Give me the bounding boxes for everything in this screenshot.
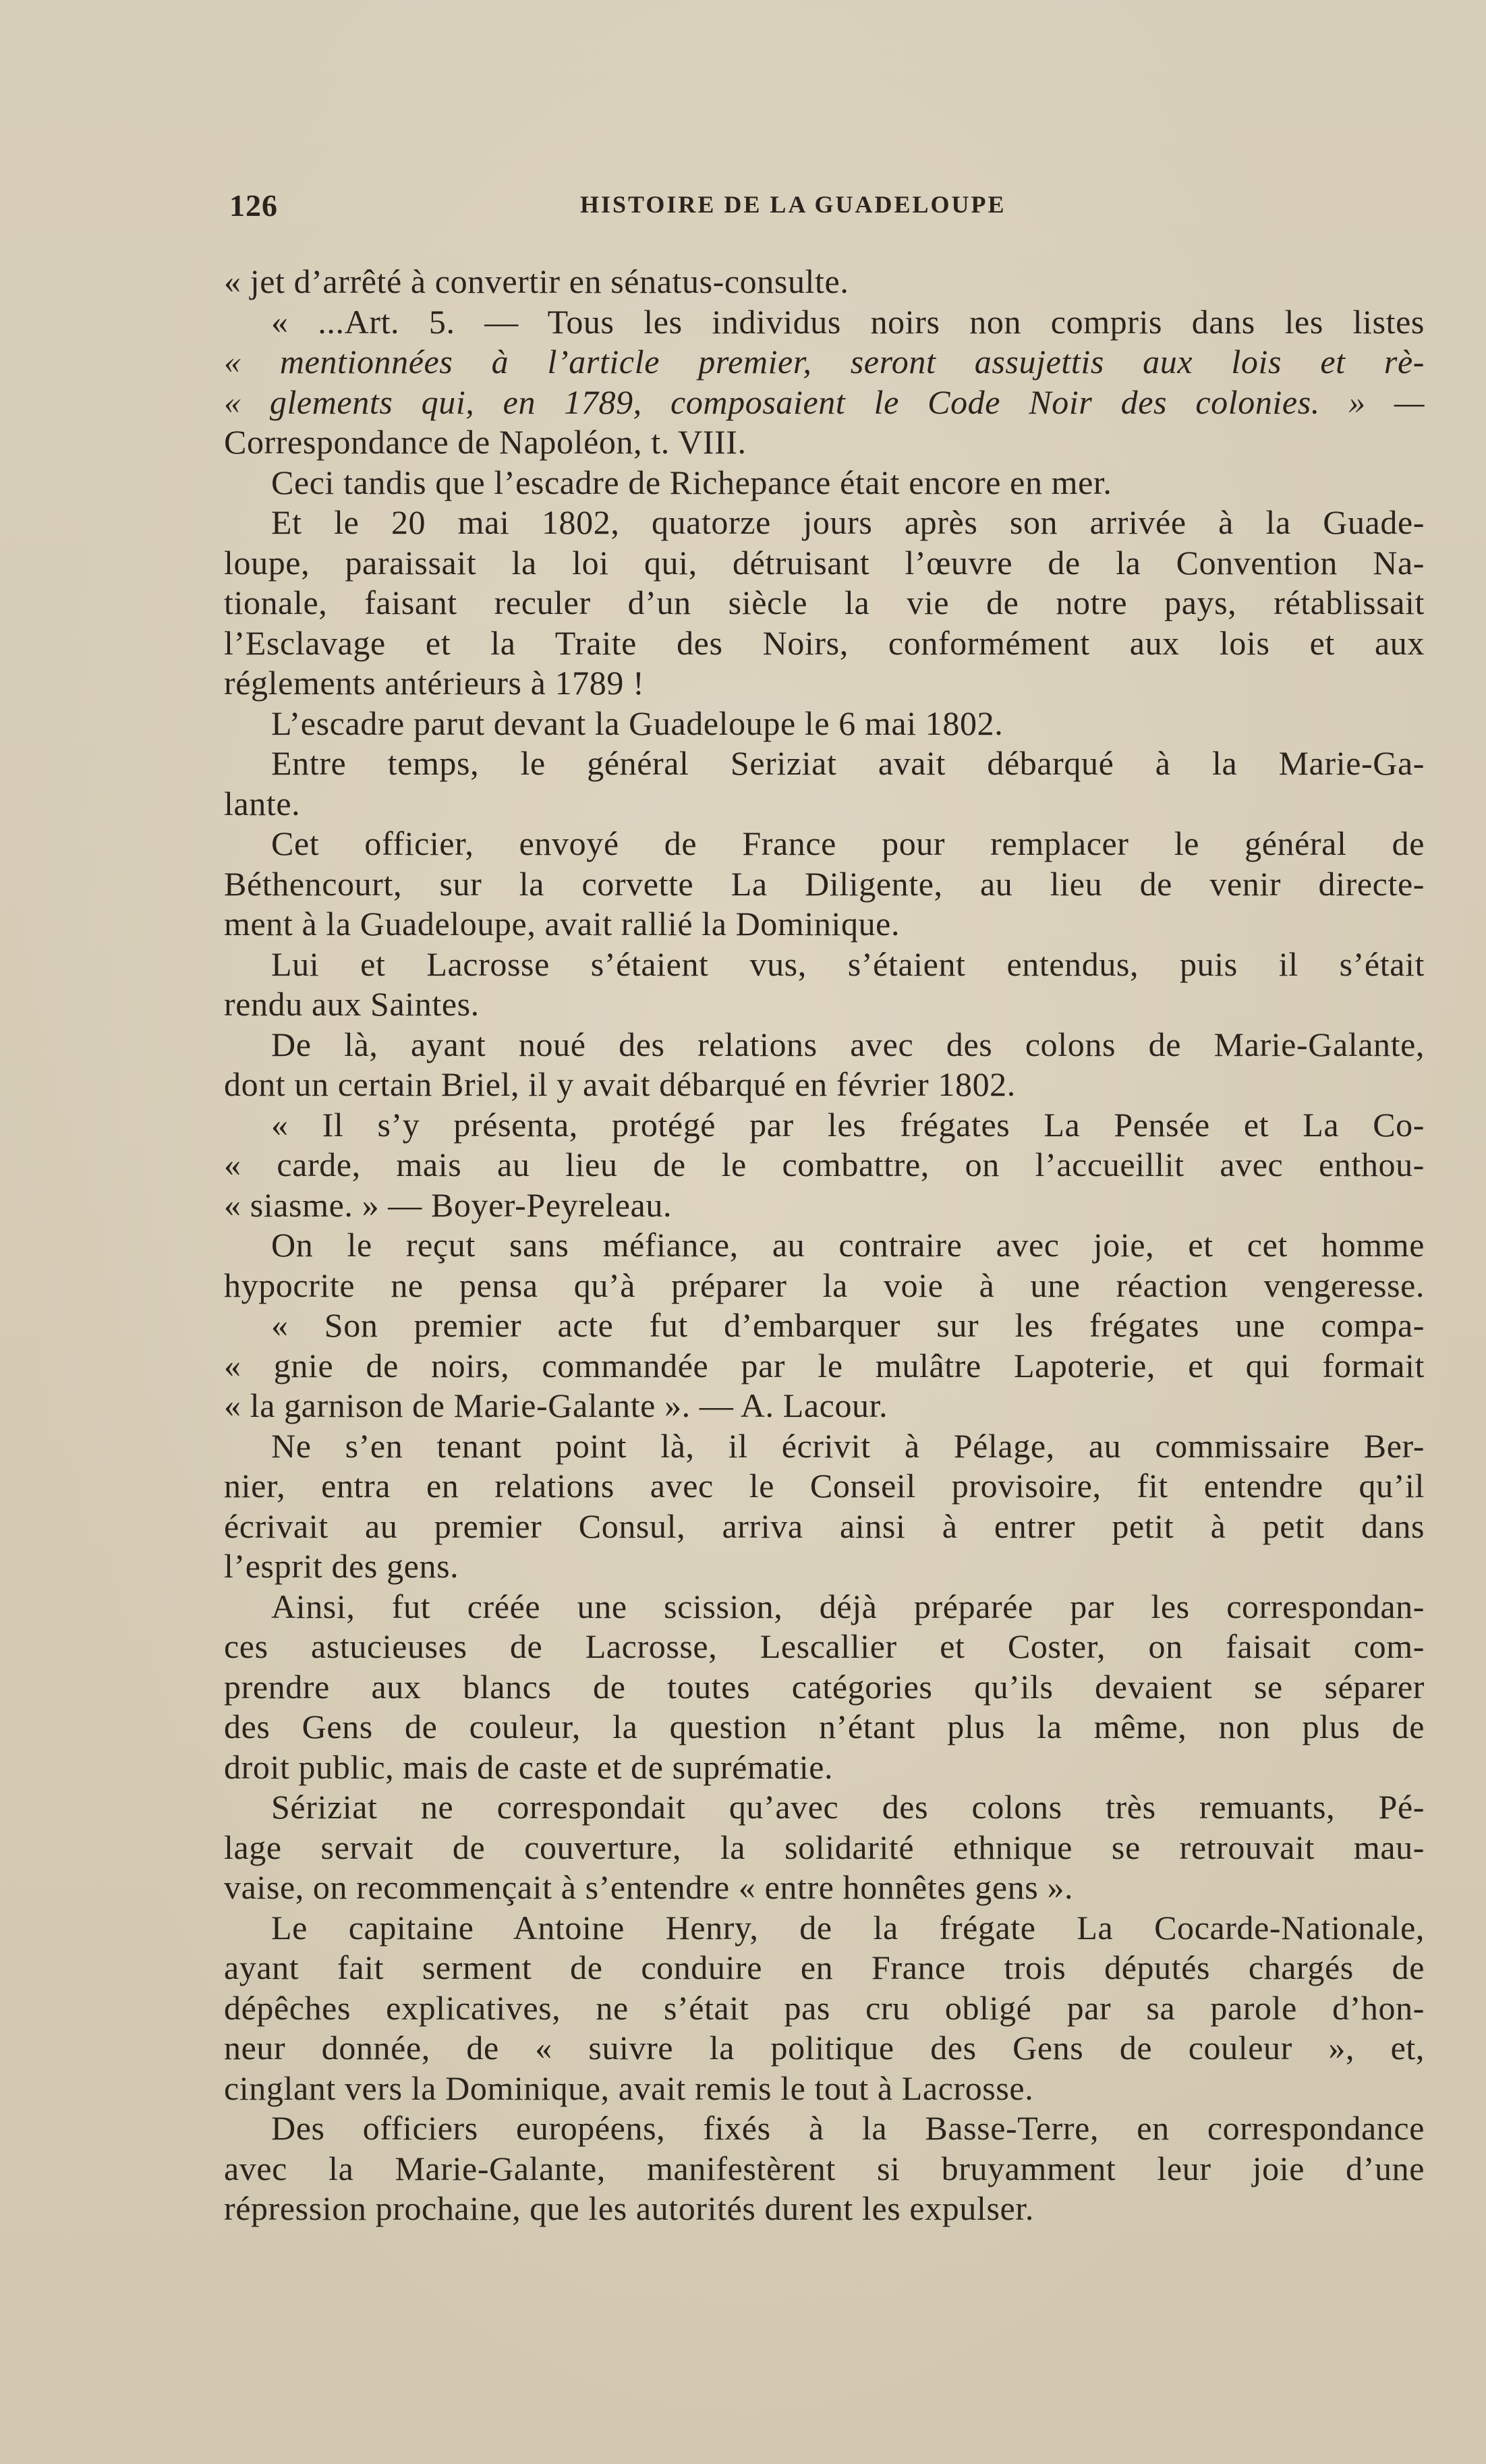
text-line: prendre aux blancs de toutes catégories qu’ils devaient se séparer bbox=[224, 1667, 1425, 1706]
text-line: « carde, mais au lieu de le combattre, on l’accueillit avec enthou- bbox=[224, 1146, 1425, 1183]
text-line: « gnie de noirs, commandée par le mulâtre Lapoterie, et qui formait bbox=[224, 1346, 1425, 1384]
text-line: écrivait au premier Consul, arriva ainsi à entrer petit à petit dans bbox=[224, 1507, 1425, 1545]
text-line: « Son premier acte fut d’embarquer sur les frégates une compa- bbox=[271, 1306, 1425, 1344]
text-line: Cet officier, envoyé de France pour remplacer le général de bbox=[271, 824, 1425, 862]
text-line: « jet d’arrêté à convertir en sénatus-consulte. bbox=[224, 262, 849, 300]
text-line: Correspondance de Napoléon, t. VIII. bbox=[224, 423, 747, 461]
text-line: vaise, on recommençait à s’entendre « entre honnêtes gens ». bbox=[224, 1868, 1074, 1906]
text-line: lage servait de couverture, la solidarité ethnique se retrouvait mau- bbox=[224, 1828, 1425, 1866]
body-text bbox=[224, 262, 1425, 2229]
page-number: 126 bbox=[229, 188, 278, 223]
page-header bbox=[229, 188, 1066, 228]
text-line: « mentionnées à l’article premier, seront assujettis aux lois et rè- bbox=[224, 343, 1425, 381]
text-line: rendu aux Saintes. bbox=[224, 985, 480, 1023]
text-line: Ne s’en tenant point là, il écrivit à Pélage, au commissaire Ber- bbox=[271, 1426, 1425, 1465]
text-line: hypocrite ne pensa qu’à préparer la voie à une réaction vengeresse. bbox=[224, 1266, 1425, 1304]
text-line: neur donnée, de « suivre la politique des Gens de couleur », et, bbox=[224, 2029, 1425, 2067]
running-title: HISTOIRE DE LA GUADELOUPE bbox=[580, 191, 1006, 218]
text-line: De là, ayant noué des relations avec des colons de Marie-Galante, bbox=[271, 1025, 1425, 1063]
text-line: l’esprit des gens. bbox=[224, 1547, 459, 1585]
text-line: avec la Marie-Galante, manifestèrent si bruyamment leur joie d’une bbox=[224, 2149, 1425, 2187]
text-line: « ...Art. 5. — Tous les individus noirs non compris dans les listes bbox=[271, 302, 1425, 341]
text-line: Le capitaine Antoine Henry, de la frégate La Cocarde-Nationale, bbox=[271, 1908, 1425, 1947]
text-line: Des officiers européens, fixés à la Basse-Terre, en correspondance bbox=[271, 2109, 1425, 2147]
text-line: tionale, faisant reculer d’un siècle la vie de notre pays, rétablissait bbox=[224, 584, 1425, 621]
text-line: Béthencourt, sur la corvette La Diligente, au lieu de venir directe- bbox=[224, 864, 1425, 903]
text-line: droit public, mais de caste et de suprématie. bbox=[224, 1747, 834, 1786]
text-line: nier, entra en relations avec le Conseil provisoire, fit entendre qu’il bbox=[224, 1467, 1425, 1505]
text-line: « siasme. » — Boyer-Peyreleau. bbox=[224, 1185, 673, 1224]
text-line: « glements qui, en 1789, composaient le Code Noir des colonies. » — bbox=[224, 383, 1425, 421]
text-line: « Il s’y présenta, protégé par les frégates La Pensée et La Co- bbox=[271, 1105, 1425, 1144]
text-line: Lui et Lacrosse s’étaient vus, s’étaient entendus, puis il s’était bbox=[271, 945, 1425, 983]
text-line: répression prochaine, que les autorités durent les expulser. bbox=[224, 2189, 1034, 2227]
text-line: l’Esclavage et la Traite des Noirs, conformément aux lois et aux bbox=[224, 623, 1425, 662]
text-line: loupe, paraissait la loi qui, détruisant l’œuvre de la Convention Na- bbox=[224, 543, 1425, 582]
text-line: Entre temps, le général Seriziat avait débarqué à la Marie-Ga- bbox=[271, 744, 1425, 782]
text-line: « la garnison de Marie-Galante ». — A. Lacour. bbox=[224, 1387, 888, 1424]
text-line: des Gens de couleur, la question n’étant plus la même, non plus de bbox=[224, 1708, 1425, 1745]
text-line: ayant fait serment de conduire en France trois députés chargés de bbox=[224, 1949, 1425, 1986]
text-line: Sériziat ne correspondait qu’avec des colons très remuants, Pé- bbox=[271, 1788, 1425, 1826]
text-line: Et le 20 mai 1802, quatorze jours après son arrivée à la Guade- bbox=[271, 503, 1425, 541]
text-line: réglements antérieurs à 1789 ! bbox=[224, 664, 645, 702]
text-line: Ceci tandis que l’escadre de Richepance était encore en mer. bbox=[271, 463, 1112, 501]
text-line: Ainsi, fut créée une scission, déjà préparée par les correspondan- bbox=[271, 1587, 1425, 1625]
text-line: L’escadre parut devant la Guadeloupe le 6 mai 1802. bbox=[271, 704, 1004, 742]
text-line: dont un certain Briel, il y avait débarqué en février 1802. bbox=[224, 1065, 1016, 1103]
text-line: cinglant vers la Dominique, avait remis le tout à Lacrosse. bbox=[224, 2069, 1034, 2107]
text-line: lante. bbox=[224, 784, 301, 822]
text-line: On le reçut sans méfiance, au contraire avec joie, et cet homme bbox=[271, 1226, 1425, 1264]
text-line: ment à la Guadeloupe, avait rallié la Dominique. bbox=[224, 905, 901, 943]
text-line: ces astucieuses de Lacrosse, Lescallier et Coster, on faisait com- bbox=[224, 1627, 1425, 1665]
text-line: dépêches explicatives, ne s’était pas cru obligé par sa parole d’hon- bbox=[224, 1988, 1425, 2027]
